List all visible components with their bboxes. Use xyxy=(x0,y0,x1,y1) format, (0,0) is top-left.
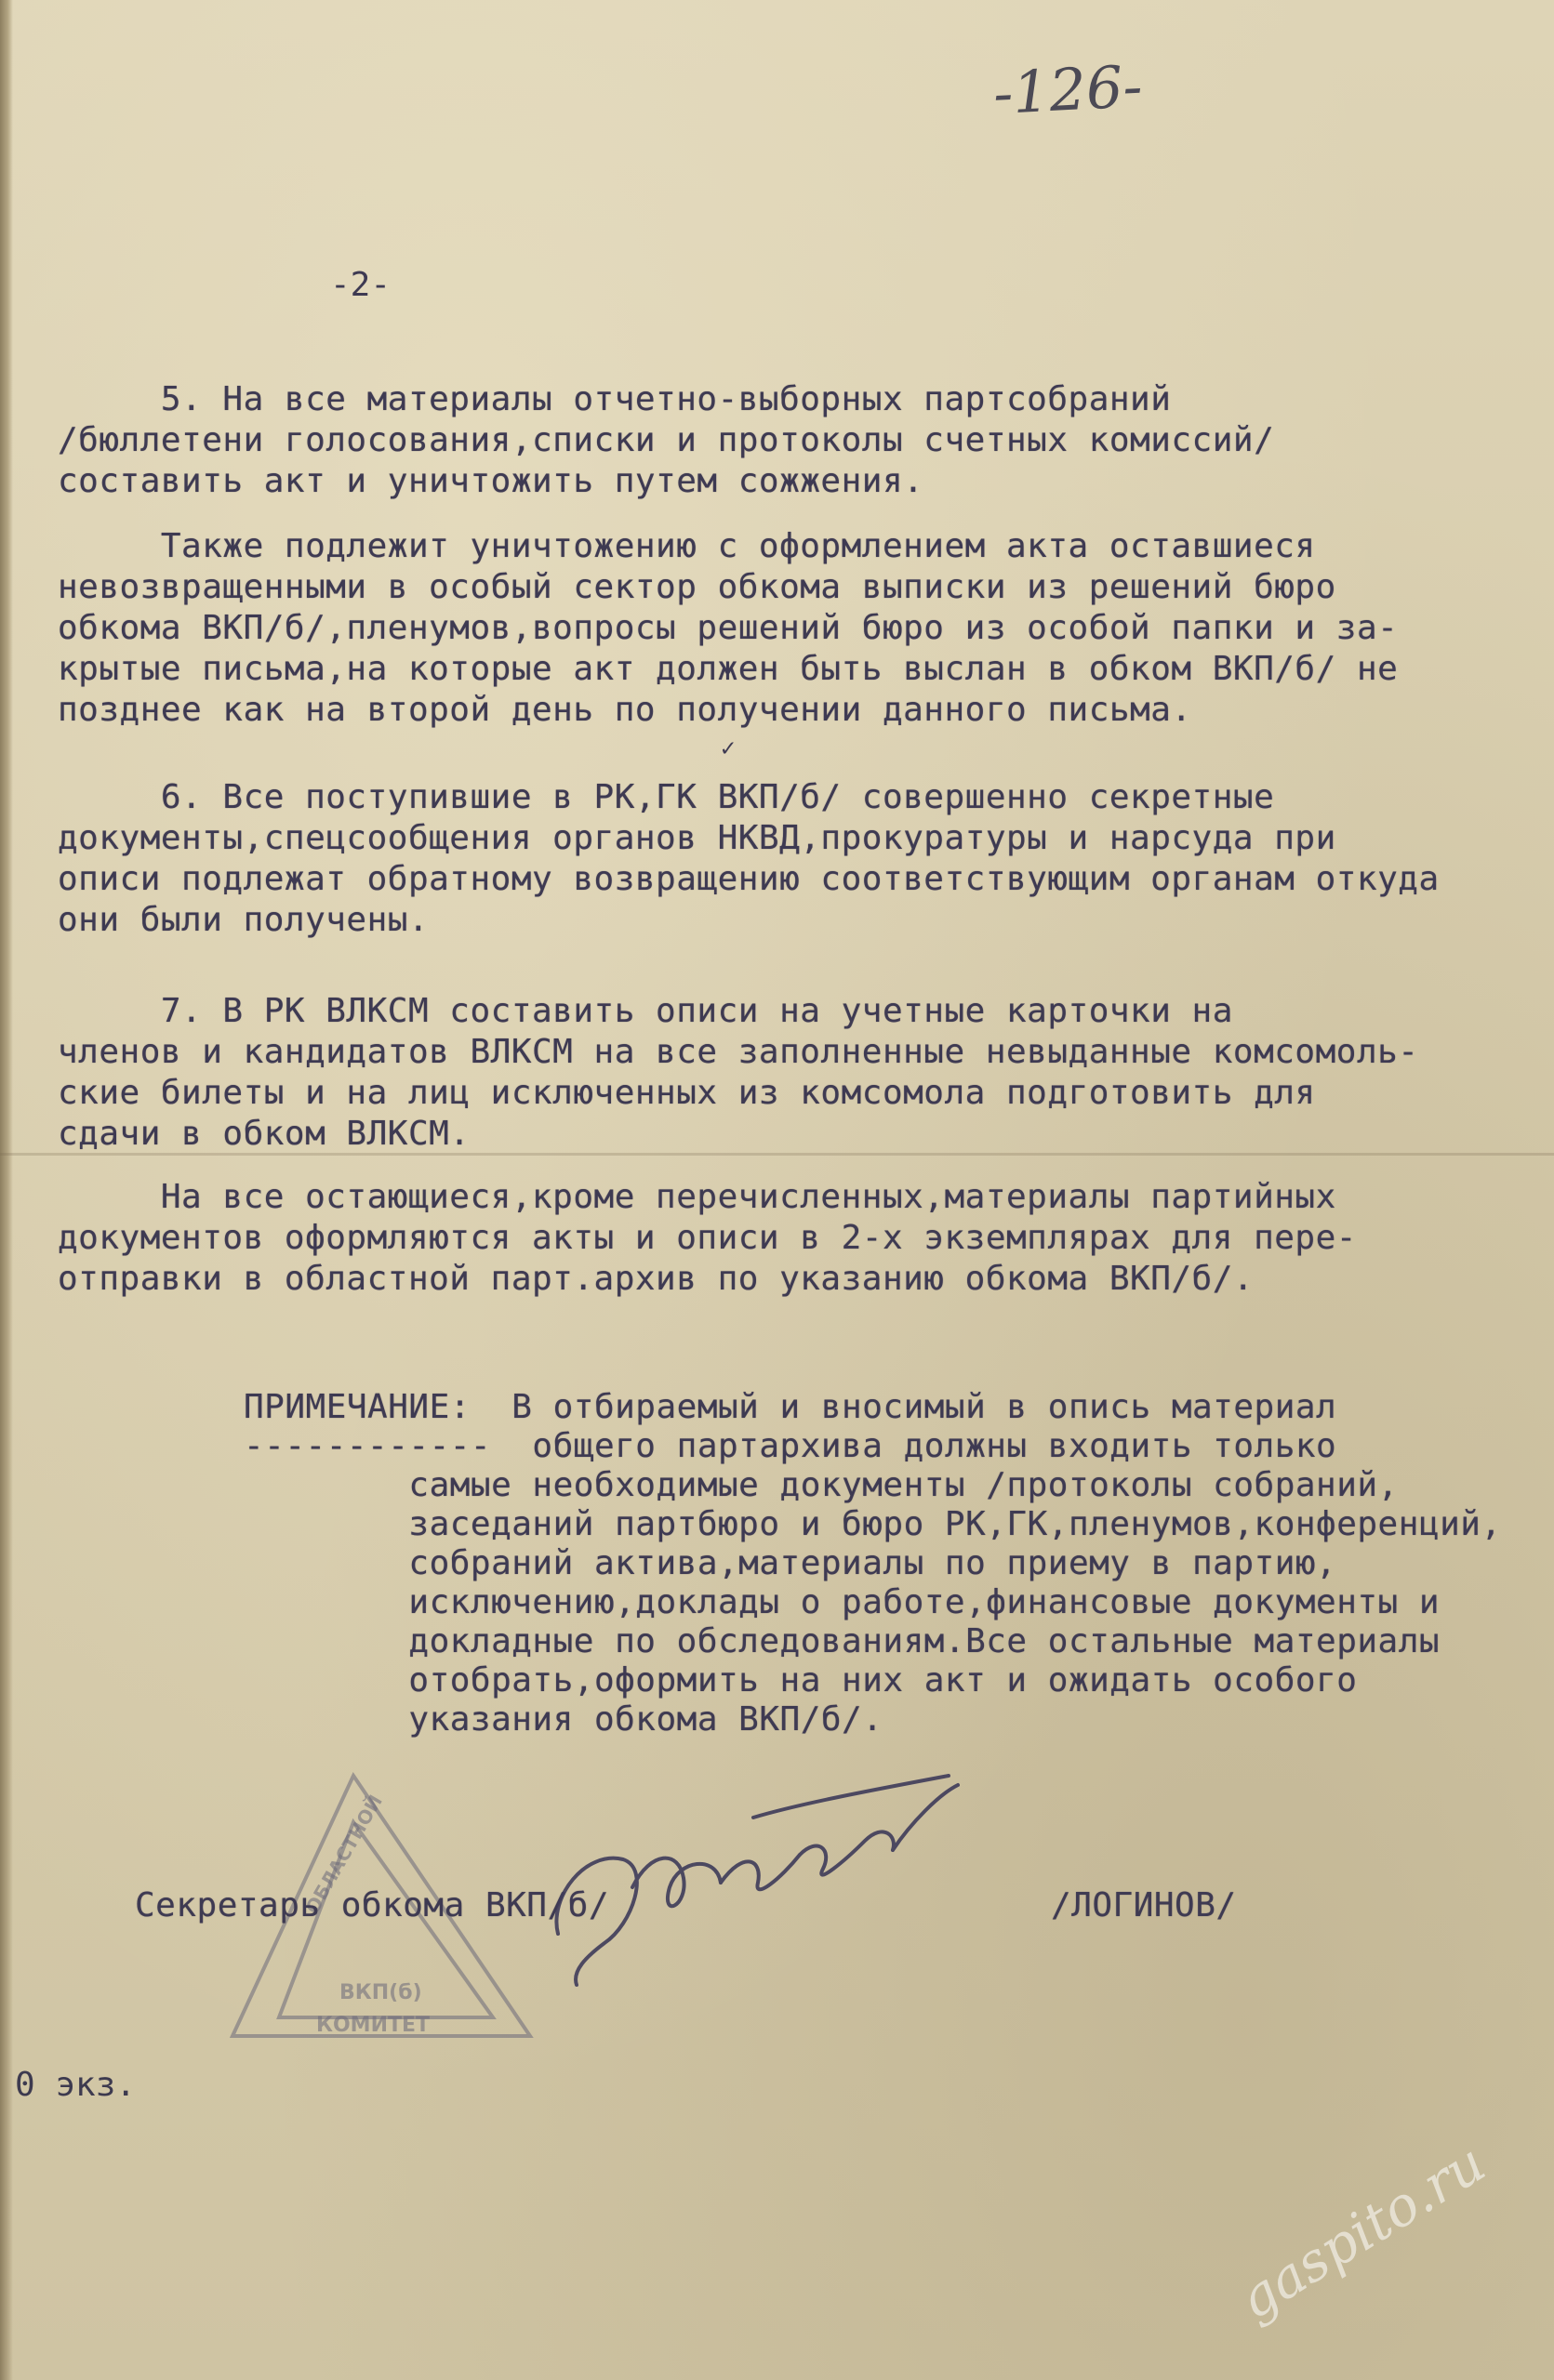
text-line: докладные по обследованиям.Все остальные материалы xyxy=(244,1622,1441,1660)
text-line: собраний актива,материалы по приему в партию, xyxy=(244,1544,1337,1582)
text-line: сдачи в обком ВЛКСМ. xyxy=(58,1115,471,1153)
text-line: документы,спецсообщения органов НКВД,прокуратуры и нарсуда при xyxy=(58,819,1336,857)
text-line: отправки в областной парт.архив по указанию обкома ВКП/б/. xyxy=(58,1260,1255,1298)
text-line: документов оформляются акты и описи в 2-х экземплярах для пере- xyxy=(58,1219,1357,1257)
handwritten-signature xyxy=(521,1748,1023,1999)
pencil-check-mark: ✓ xyxy=(721,734,736,762)
text-line: составить акт и уничтожить путем сожжения. xyxy=(58,462,924,500)
text-line: отобрать,оформить на них акт и ожидать особого xyxy=(244,1661,1358,1699)
text-line: На все остающиеся,кроме перечисленных,материалы партийных xyxy=(58,1178,1336,1216)
stamp-text: ОБЛАСТНОЙ xyxy=(300,1791,387,1918)
signatory-title: Секретарь обкома ВКП/б/ xyxy=(135,1886,609,1924)
signatory-name: /ЛОГИНОВ/ xyxy=(1051,1886,1237,1924)
copies-count: 0 экз. xyxy=(15,2066,137,2104)
handwritten-page-number: -126- xyxy=(991,51,1145,128)
text-line: 6. Все поступившие в РК,ГК ВКП/б/ совершенно секретные xyxy=(58,778,1275,816)
text-line: ПРИМЕЧАНИЕ: В отбираемый и вносимый в опись материал xyxy=(244,1388,1337,1426)
text-line: указания обкома ВКП/б/. xyxy=(244,1700,883,1739)
text-line: крытые письма,на которые акт должен быть выслан в обком ВКП/б/ не xyxy=(58,650,1399,688)
stamp-text: ВКП(б) xyxy=(339,1981,422,2004)
text-line: 5. На все материалы отчетно-выборных партсобраний xyxy=(58,380,1172,418)
text-line: ские билеты и на лиц исключенных из комсомола подготовить для xyxy=(58,1074,1316,1112)
text-line: обкома ВКП/б/,пленумов,вопросы решений бюро из особой папки и за- xyxy=(58,609,1399,647)
text-line: ------------ общего партархива должны входить только xyxy=(244,1427,1337,1465)
text-line: невозвращенными в особый сектор обкома выписки из решений бюро xyxy=(58,568,1336,606)
typed-sheet-index: -2- xyxy=(330,266,392,304)
text-line: самые необходимые документы /протоколы собраний, xyxy=(244,1466,1399,1504)
text-line: позднее как на второй день по получении данного письма. xyxy=(58,691,1192,729)
text-line: описи подлежат обратному возвращению соответствующим органам откуда xyxy=(58,860,1440,898)
text-line: членов и кандидатов ВЛКСМ на все заполненные невыданные комсомоль- xyxy=(58,1033,1419,1071)
text-line: заседаний партбюро и бюро РК,ГК,пленумов,конференций, xyxy=(244,1505,1502,1543)
paper-left-edge xyxy=(0,0,13,2380)
stamp-text: КОМИТЕТ xyxy=(316,2014,431,2037)
text-line: исключению,доклады о работе,финансовые документы и xyxy=(244,1583,1441,1621)
text-line: /бюллетени голосования,списки и протоколы счетных комиссий/ xyxy=(58,421,1275,459)
text-line: они были получены. xyxy=(58,901,430,939)
archive-watermark: gaspito.ru xyxy=(1228,2131,1496,2332)
text-line: Также подлежит уничтожению с оформлением акта оставшиеся xyxy=(58,527,1316,565)
text-line: 7. В РК ВЛКСМ составить описи на учетные карточки на xyxy=(58,992,1233,1030)
